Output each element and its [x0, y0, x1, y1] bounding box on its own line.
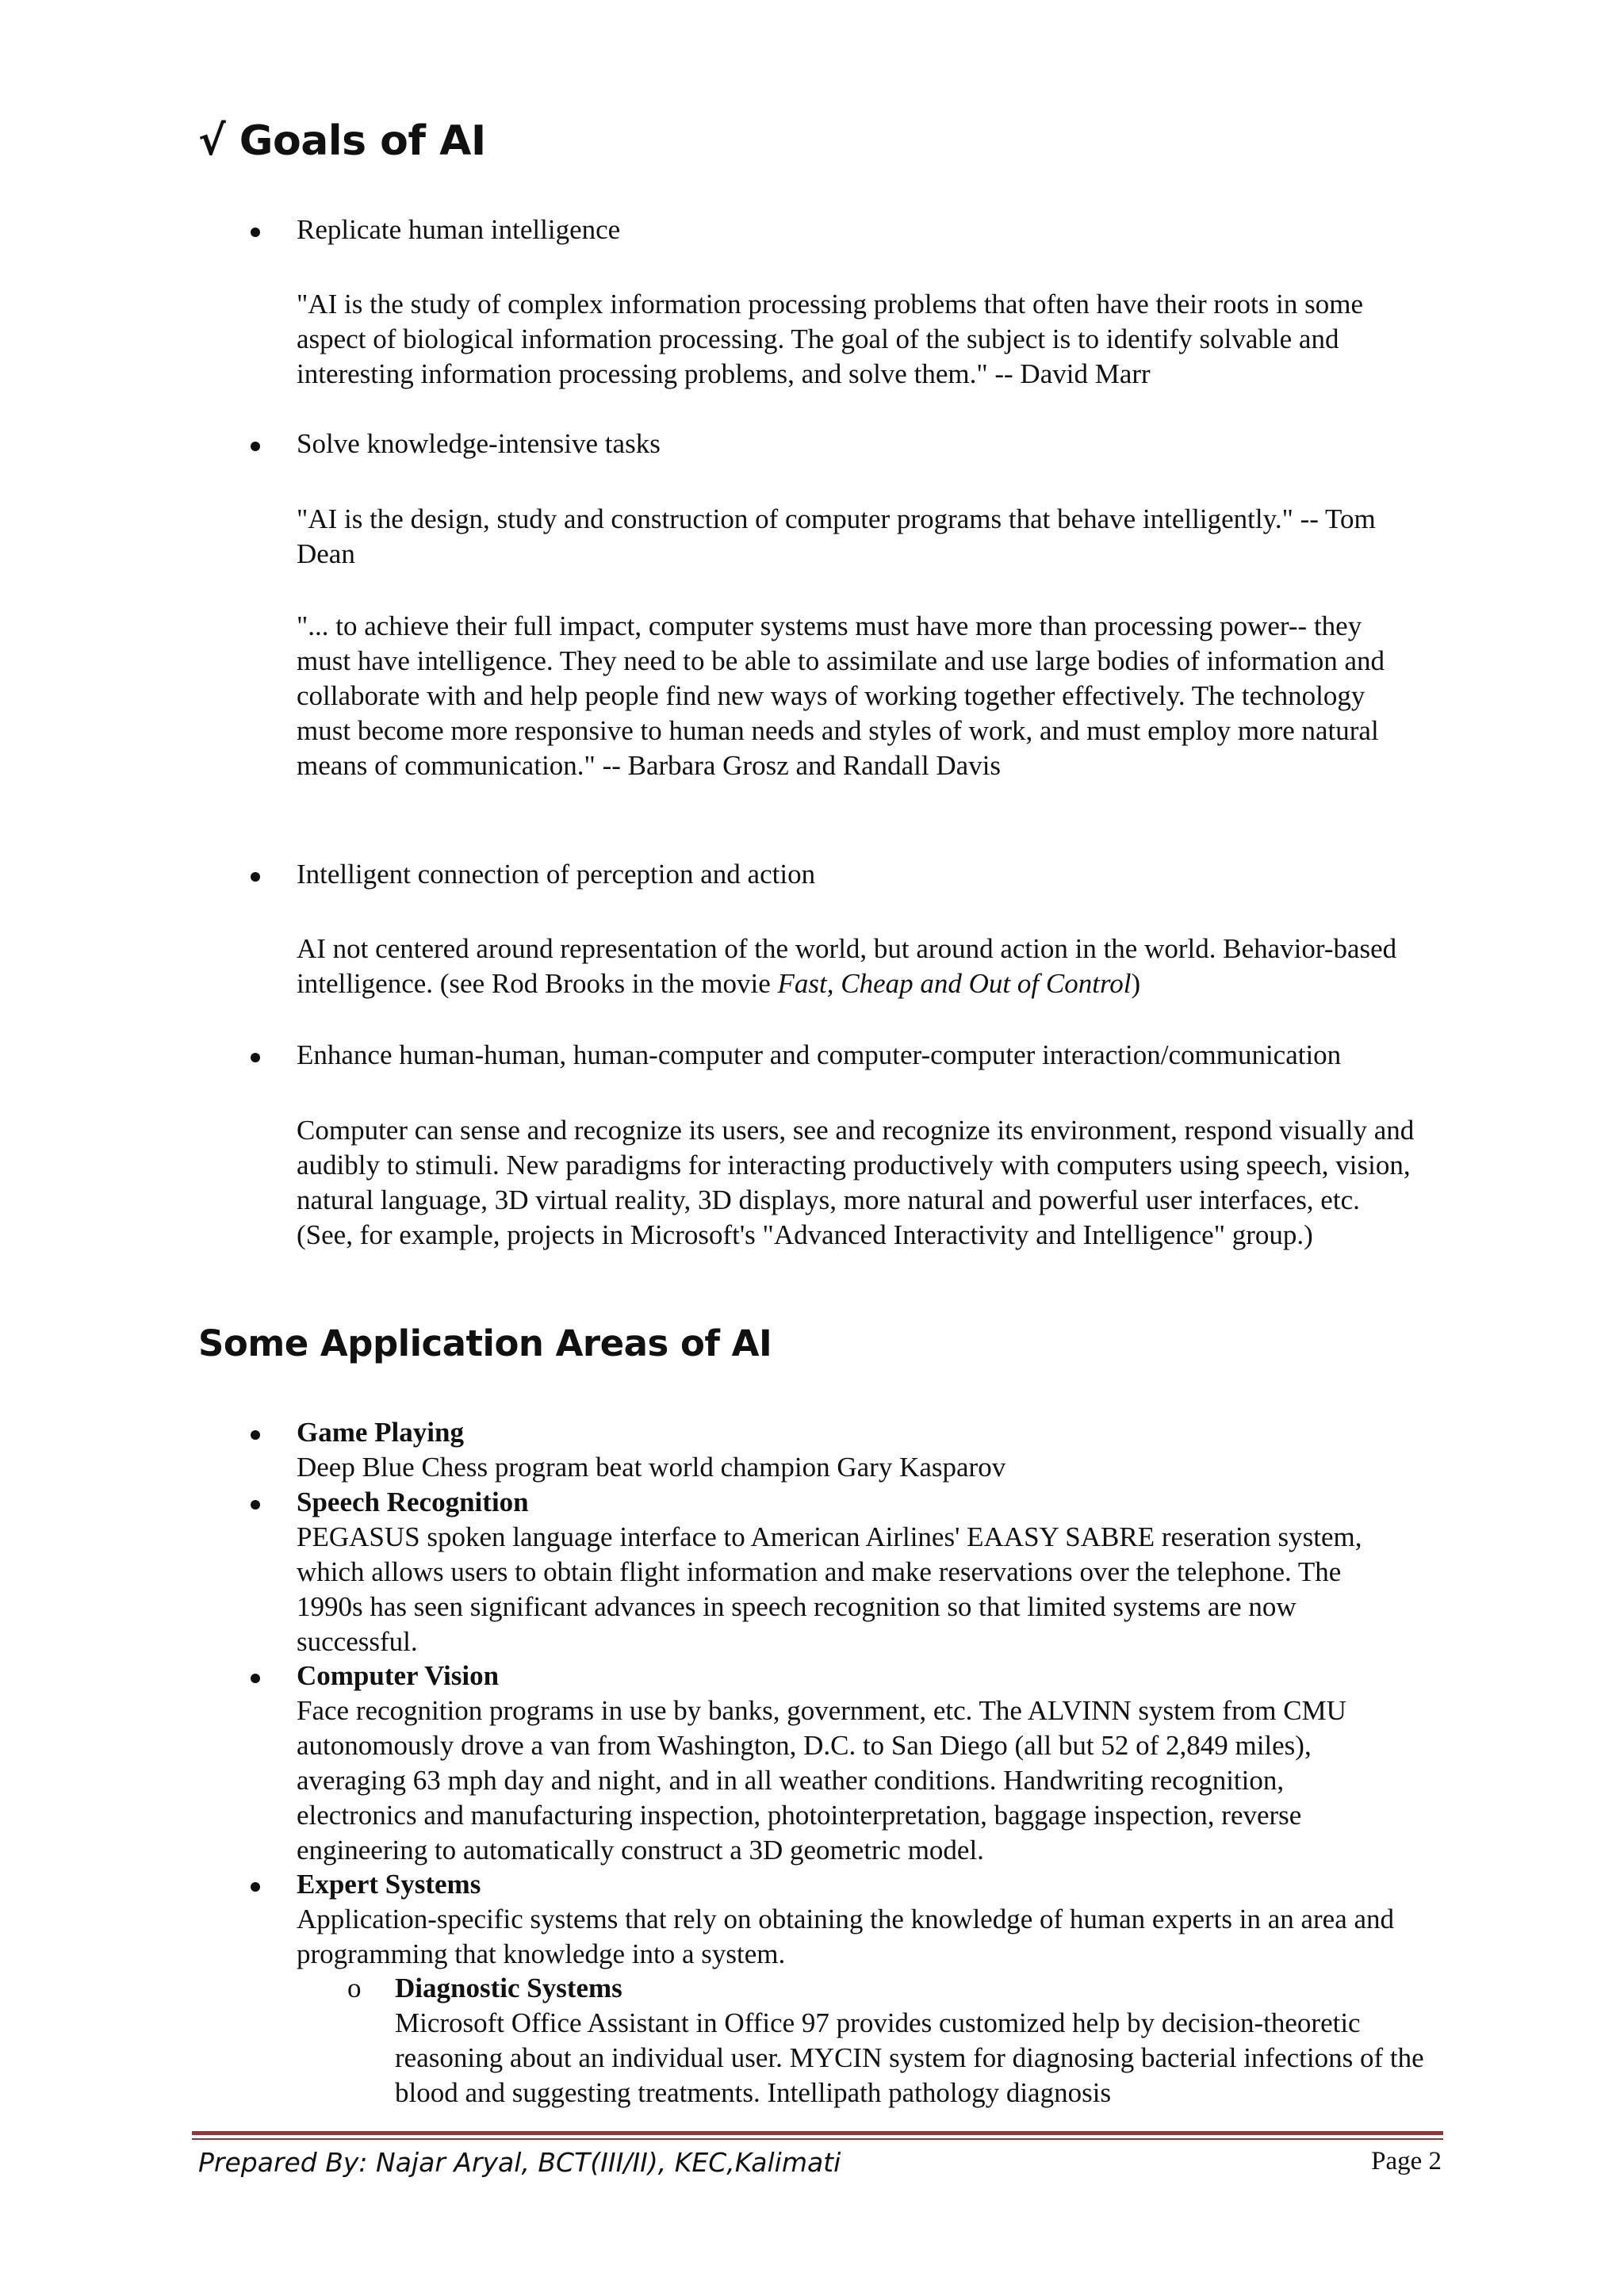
bullet-icon	[251, 1882, 260, 1892]
app-item-speech-recognition	[297, 1485, 1383, 1659]
app-label: Game Playing	[297, 1417, 464, 1448]
goal-paragraph-3-end: )	[1131, 968, 1141, 999]
goal-quote-2: "AI is the design, study and construction of computer programs that behave intelligently." -- Tom Dean	[297, 503, 1376, 569]
sub-bullet-icon: o	[347, 1973, 362, 2003]
footer-divider	[192, 2131, 1443, 2135]
app-text: Face recognition programs in use by banks, government, etc. The ALVINN system from CMU autonomously drove a van from Washington, D.C. to San Diego (all but 52 of 2,849 miles), averaging 63 mph day and night, and in all weather conditions. Handwriting recognition, electronics and manufacturing inspection, photointerpretation, baggage inspection, reverse engineering to automatically construct a 3D geometric model.	[297, 1695, 1346, 1866]
bullet-icon	[251, 1430, 260, 1440]
goal-quote-3: "... to achieve their full impact, computer systems must have more than processing power-- they must have intelligence. They need to be able to assimilate and use large bodies of information and collaborate with and help people find new ways of working together effectively. The technology must become more responsive to human needs and styles of work, and must employ more natural means of communication." -- Barbara Grosz and Randall Davis	[297, 610, 1385, 781]
app-subtext: Microsoft Office Assistant in Office 97 provides customized help by decision-theoretic reasoning about an individual user. MYCIN system for diagnosing bacterial infections of the blood and suggesting treatments. Intellipath pathology diagnosis	[395, 2007, 1424, 2108]
app-item-computer-vision	[297, 1659, 1407, 1868]
section-title-applications: Some Application Areas of AI	[198, 1322, 772, 1364]
app-text: Application-specific systems that rely on obtaining the knowledge of human experts in an area and programming that knowledge into a system.	[297, 1904, 1395, 1969]
goal-paragraph-4: Computer can sense and recognize its users, see and recognize its environment, respond visually and audibly to stimuli. New paradigms for interacting productively with computers using speech, vision, natural language, 3D virtual reality, 3D displays, more natural and powerful user interfaces, etc. (See, for example, projects in Microsoft's "Advanced Interactivity and Intelligence" group.)	[297, 1115, 1415, 1250]
app-text: PEGASUS spoken language interface to American Airlines' EAASY SABRE reseration system, which allows users to obtain flight information and make reservations over the telephone. The 1990s has seen significant advances in speech recognition so that limited systems are now successful.	[297, 1521, 1362, 1657]
app-label: Computer Vision	[297, 1660, 500, 1691]
goal-heading-3: Intelligent connection of perception and action	[297, 859, 816, 890]
bullet-icon	[251, 1053, 260, 1062]
app-subitem-diagnostic-systems	[395, 1971, 1450, 2110]
bullet-icon	[251, 442, 260, 451]
app-sublabel: Diagnostic Systems	[395, 1973, 622, 2003]
goal-paragraph-3	[297, 932, 1431, 1001]
section-title-goals: √ Goals of AI	[198, 117, 486, 165]
app-item-expert-systems	[297, 1867, 1407, 1972]
goal-heading-4: Enhance human-human, human-computer and computer-computer interaction/communication	[297, 1039, 1342, 1070]
app-label: Speech Recognition	[297, 1487, 529, 1517]
bullet-icon	[251, 1674, 260, 1683]
app-item-game-playing	[297, 1415, 1438, 1485]
footer-author: Prepared By: Najar Aryal, BCT(III/II), KEC,Kalimati	[198, 2147, 841, 2178]
bullet-icon	[251, 228, 260, 237]
goal-heading-1: Replicate human intelligence	[297, 214, 621, 245]
page-number: Page 2	[1371, 2147, 1442, 2175]
bullet-icon	[251, 872, 260, 882]
movie-title: Fast, Cheap and Out of Control	[777, 968, 1132, 999]
goal-quote-1: "AI is the study of complex information processing problems that often have their roots in some aspect of biological information processing. The goal of the subject is to identify solvable and interesting information processing problems, and solve them." -- David Marr	[297, 289, 1363, 389]
goal-heading-2: Solve knowledge-intensive tasks	[297, 428, 661, 459]
goal-paragraph-3-text: AI not centered around representation of the world, but around action in the world. Behavior-based intelligence. (see Rod Brooks in the movie	[297, 933, 1397, 999]
footer-divider-thin	[192, 2138, 1443, 2140]
app-text: Deep Blue Chess program beat world champion Gary Kasparov	[297, 1452, 1006, 1483]
bullet-icon	[251, 1500, 260, 1510]
app-label: Expert Systems	[297, 1869, 481, 1900]
